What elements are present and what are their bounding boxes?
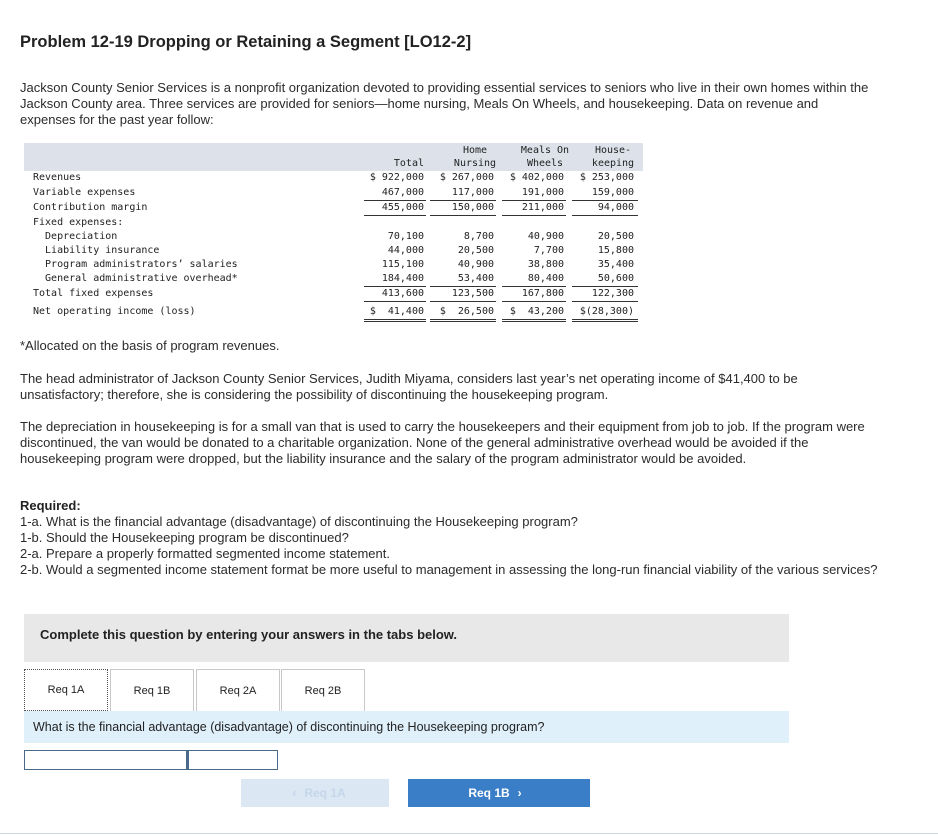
- row-label: Contribution margin: [33, 202, 148, 213]
- cell-total: 184,400: [381, 273, 424, 284]
- cell-home: 53,400: [457, 273, 494, 284]
- row-label: Program administrators’ salaries: [33, 259, 238, 270]
- row-label: Variable expenses: [33, 187, 136, 198]
- row-label: Fixed expenses:: [33, 217, 124, 228]
- tab-req-2a[interactable]: Req 2A: [196, 669, 280, 711]
- chevron-left-icon: ‹: [292, 786, 297, 800]
- required-item: 2-b. Would a segmented income statement format be more useful to management in assessing the long-run financial viability of the various services?: [20, 562, 878, 577]
- cell-house: 20,500: [597, 231, 634, 242]
- cell-home: 150,000: [451, 202, 494, 213]
- cell-meals: 211,000: [521, 202, 564, 213]
- page-bottom-divider: [0, 833, 938, 834]
- header-house-1: House-: [594, 145, 632, 156]
- row-label: Depreciation: [33, 231, 118, 242]
- cell-meals: 40,900: [527, 231, 564, 242]
- row-label: Net operating income (loss): [33, 306, 196, 317]
- question-prompt-bar: [24, 711, 789, 743]
- cell-meals: 38,800: [527, 259, 564, 270]
- required-item: 1-a. What is the financial advantage (disadvantage) of discontinuing the Housekeeping program?: [20, 514, 578, 529]
- required-heading: Required:: [20, 498, 81, 513]
- cell-house: 122,300: [591, 288, 634, 299]
- cell-total: $ 41,400: [369, 306, 424, 317]
- intro-paragraph: Jackson County Senior Services is a nonprofit organization devoted to providing essential services to seniors who live in their own homes within the Jackson County area. Three services are provided for seniors—home nursing, Meals On Wheels, and housekeeping. Data on revenue and expenses for the past year follow:: [20, 80, 869, 127]
- required-section: [20, 498, 900, 578]
- cell-house: 94,000: [597, 202, 634, 213]
- cell-house: 15,800: [597, 245, 634, 256]
- tab-req-2b[interactable]: Req 2B: [281, 669, 365, 711]
- depreciation-paragraph: The depreciation in housekeeping is for a small van that is used to carry the housekeepers and their equipment from job to job. If the program were discontinued, the van would be donated to a charitable organization. None of the general administrative overhead would be avoided if the housekeeping program were dropped, but the liability insurance and the salary of the program administrator would be avoided.: [20, 419, 865, 466]
- footnote: *Allocated on the basis of program revenues.: [20, 338, 280, 353]
- header-meals-1: Meals On: [520, 145, 570, 156]
- row-label: Liability insurance: [33, 245, 160, 256]
- cell-meals: 167,800: [521, 288, 564, 299]
- tab-req-1a[interactable]: Req 1A: [24, 669, 108, 711]
- next-button-label: Req 1B: [468, 786, 510, 800]
- required-item: 1-b. Should the Housekeeping program be discontinued?: [20, 530, 349, 545]
- cell-total: 455,000: [381, 202, 424, 213]
- cell-home: 40,900: [457, 259, 494, 270]
- cell-meals: 80,400: [527, 273, 564, 284]
- row-label: General administrative overhead*: [33, 273, 238, 284]
- cell-meals: $ 402,000: [509, 172, 564, 183]
- cell-home: 20,500: [457, 245, 494, 256]
- header-total: Total: [393, 158, 424, 169]
- cell-total: 70,100: [387, 231, 424, 242]
- prev-button-label: Req 1A: [304, 786, 346, 800]
- instruction-box: [24, 614, 789, 662]
- header-home-2: Nursing: [453, 158, 497, 169]
- header-meals-2: Wheels: [526, 158, 564, 169]
- answer-amount-input[interactable]: [188, 750, 278, 770]
- cell-total: $ 922,000: [369, 172, 424, 183]
- prev-button[interactable]: [241, 779, 389, 807]
- chevron-right-icon: ›: [517, 786, 522, 800]
- required-item: 2-a. Prepare a properly formatted segmented income statement.: [20, 546, 390, 561]
- tab-req-1b[interactable]: Req 1B: [110, 669, 194, 711]
- question-prompt: What is the financial advantage (disadvantage) of discontinuing the Housekeeping program?: [33, 720, 545, 734]
- cell-meals: 7,700: [533, 245, 564, 256]
- financial-table: [24, 143, 643, 323]
- cell-home: $ 267,000: [439, 172, 494, 183]
- administrator-paragraph: The head administrator of Jackson County Senior Services, Judith Miyama, considers last year’s net operating income of $41,400 to be unsatisfactory; therefore, she is considering the possibility of discontinuing the housekeeping program.: [20, 371, 798, 402]
- next-button[interactable]: [408, 779, 590, 807]
- cell-house: 35,400: [597, 259, 634, 270]
- cell-house: 159,000: [591, 187, 634, 198]
- row-label: Total fixed expenses: [33, 288, 154, 299]
- cell-house: 50,600: [597, 273, 634, 284]
- cell-house: $(28,300): [579, 306, 634, 317]
- cell-home: 117,000: [451, 187, 494, 198]
- cell-total: 413,600: [381, 288, 424, 299]
- cell-meals: $ 43,200: [509, 306, 564, 317]
- cell-total: 115,100: [381, 259, 424, 270]
- header-house-2: keeping: [591, 158, 635, 169]
- instruction-text: Complete this question by entering your answers in the tabs below.: [40, 627, 458, 642]
- header-home-1: Home: [462, 145, 488, 156]
- cell-home: $ 26,500: [439, 306, 494, 317]
- cell-total: 44,000: [387, 245, 424, 256]
- cell-home: 123,500: [451, 288, 494, 299]
- answer-label-input[interactable]: [24, 750, 188, 770]
- row-label: Revenues: [33, 172, 82, 183]
- cell-total: 467,000: [381, 187, 424, 198]
- problem-title: Problem 12-19 Dropping or Retaining a Segment [LO12-2]: [20, 33, 472, 51]
- cell-home: 8,700: [463, 231, 494, 242]
- cell-house: $ 253,000: [579, 172, 634, 183]
- cell-meals: 191,000: [521, 187, 564, 198]
